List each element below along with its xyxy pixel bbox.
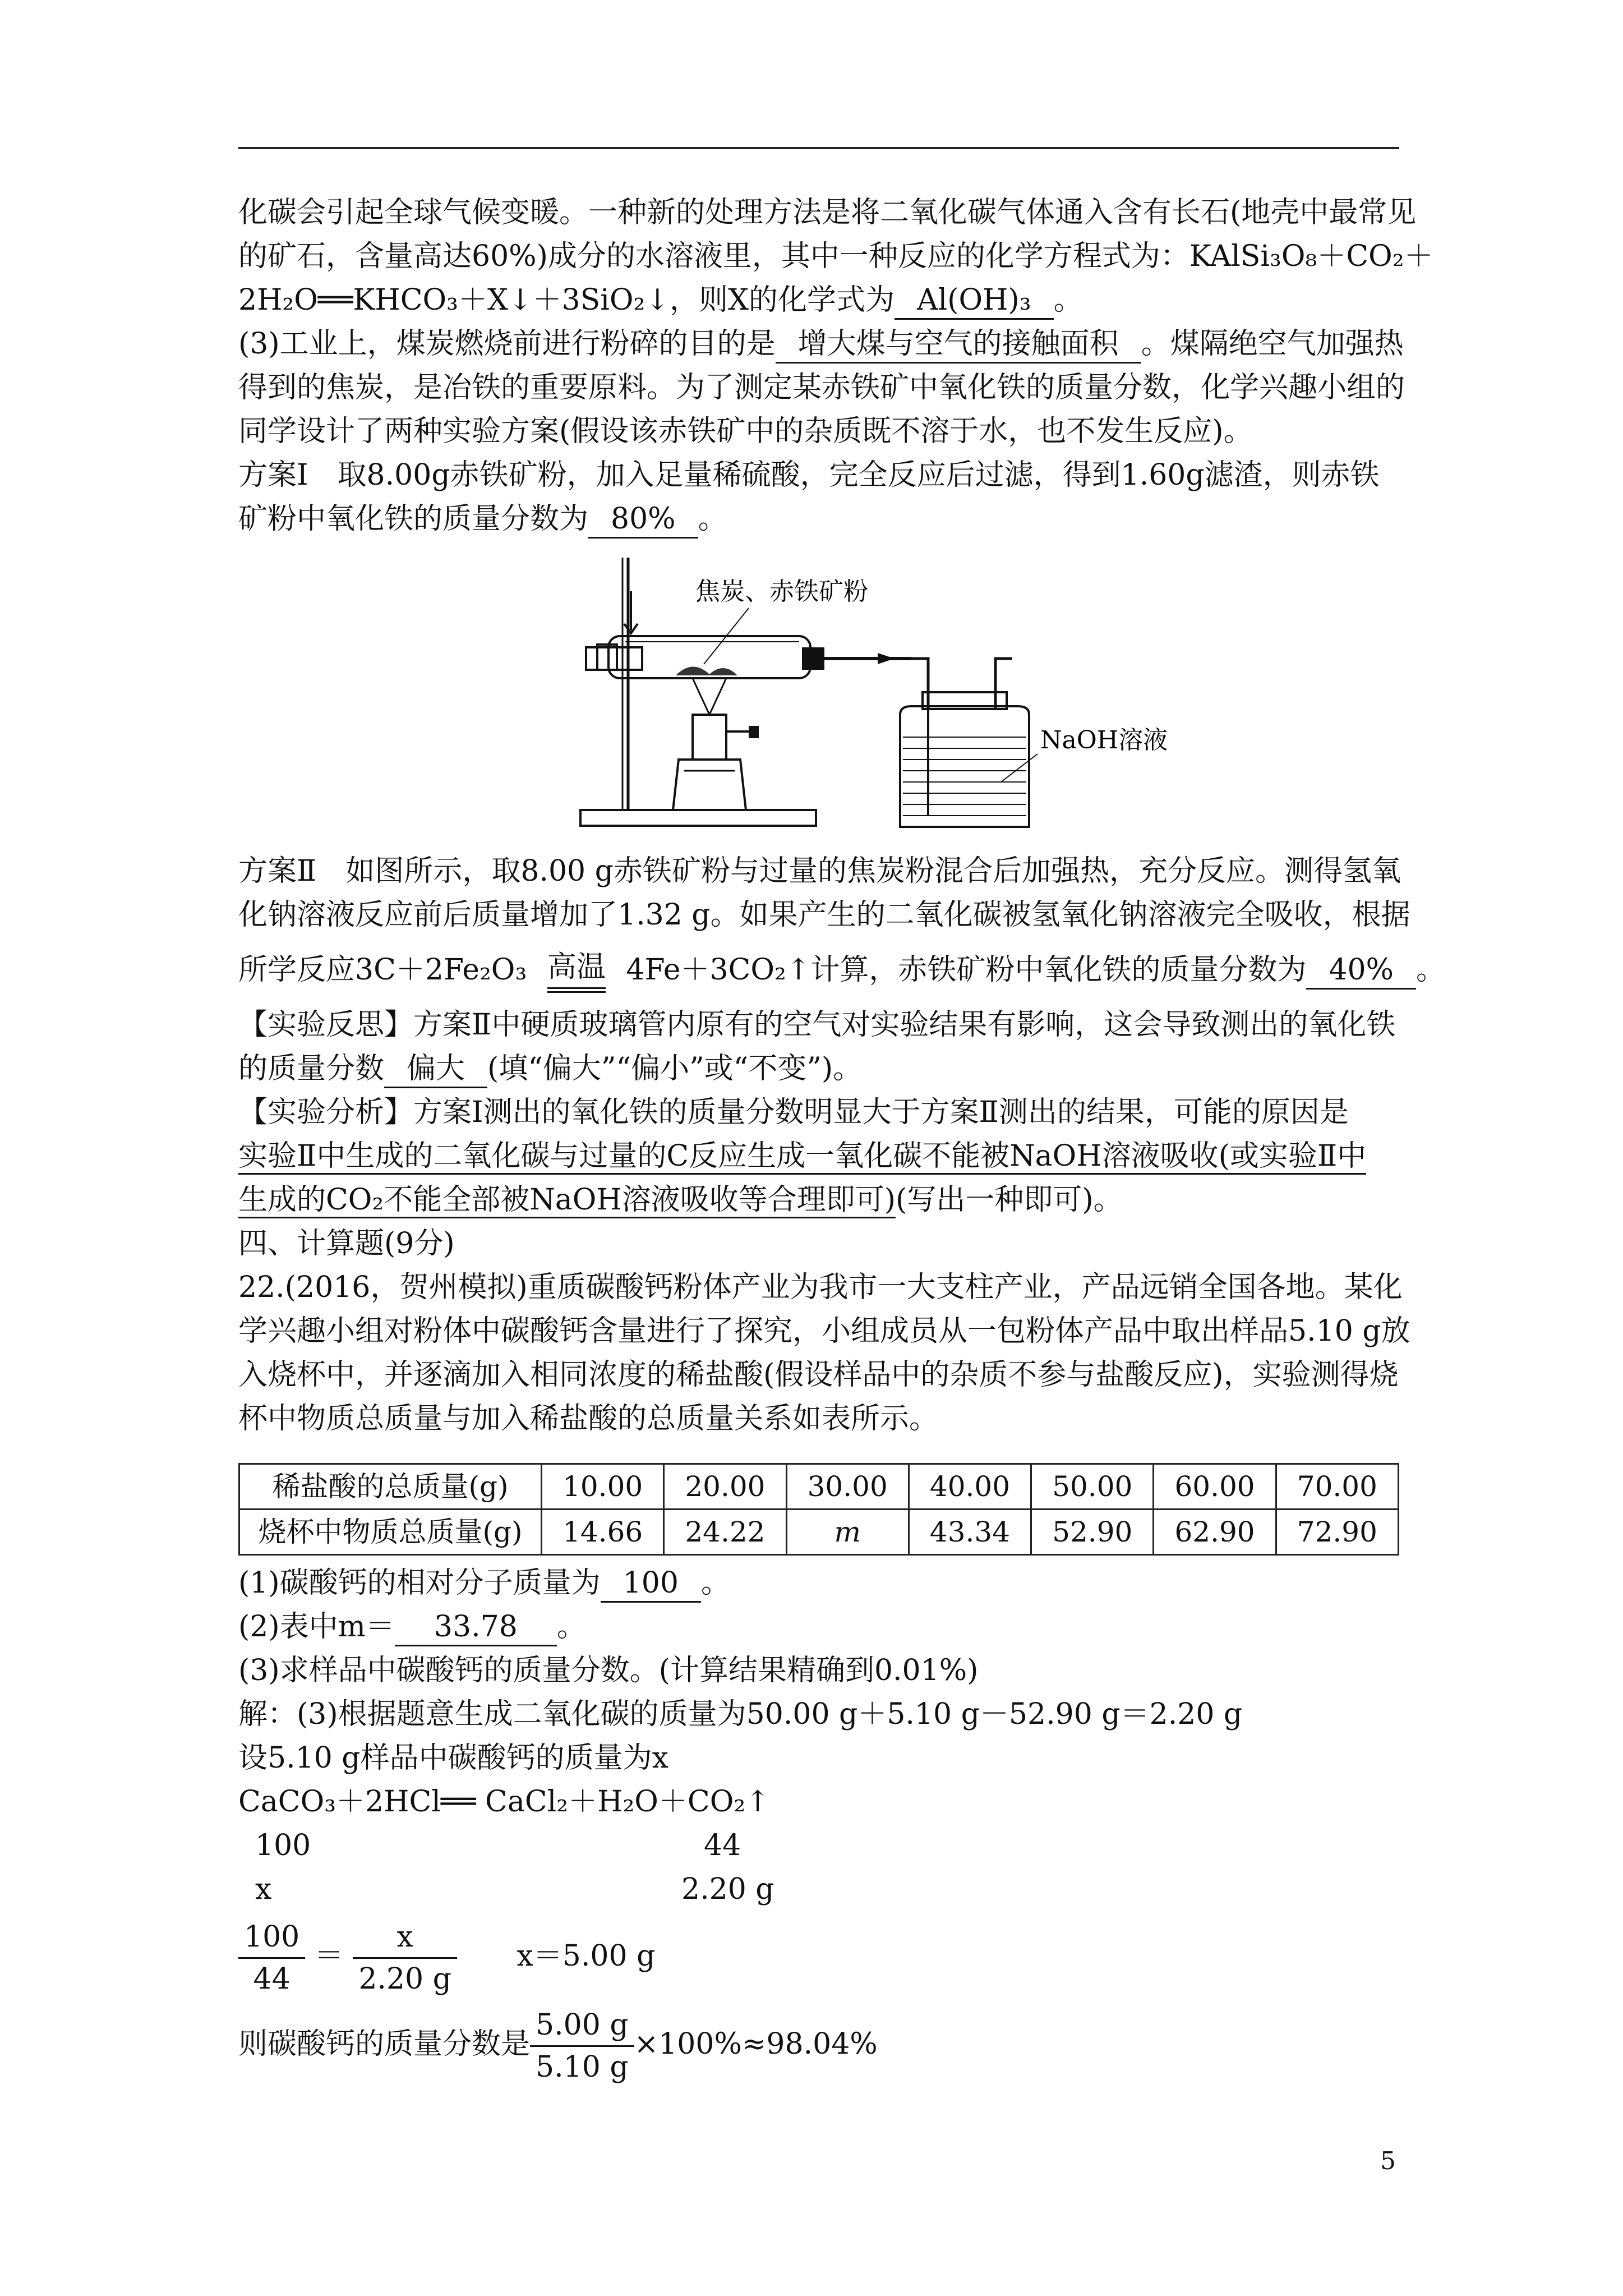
answer-long: 生成的CO₂不能全部被NaOH溶液吸收等合理即可)	[238, 1183, 896, 1218]
table-cell: 10.00	[542, 1464, 664, 1509]
text-line	[238, 1047, 1399, 1091]
table-cell: 43.34	[909, 1509, 1031, 1554]
outlet-tube	[995, 659, 1012, 709]
table-cell: m	[786, 1509, 909, 1554]
text-line: 22.(2016，贺州模拟)重质碳酸钙粉体产业为我市一大支柱产业，产品远销全国各地。某化	[238, 1270, 1403, 1304]
text-line: 化钠溶液反应前后质量增加了1.32 g。如果产生的二氧化碳被氢氧化钠溶液完全吸收，根据	[238, 898, 1410, 932]
condition-label: 高温	[547, 950, 606, 984]
table-cell: 52.90	[1031, 1509, 1154, 1554]
flame	[693, 678, 726, 715]
text-line: CaCO₃＋2HCl══ CaCl₂＋H₂O＋CO₂↑	[238, 1784, 770, 1819]
clamp	[586, 647, 642, 670]
text-line: 学兴趣小组对粉体中碳酸钙含量进行了探究，小组成员从一包粉体产品中取出样品5.10 g放	[238, 1314, 1410, 1348]
text-line: 入烧杯中，并逐滴加入相同浓度的稀盐酸(假设样品中的杂质不参与盐酸反应)，实验测得烧	[238, 1358, 1399, 1392]
text-line: 方案Ⅱ 如图所示，取8.00 g赤铁矿粉与过量的焦炭粉混合后加强热，充分反应。测得氢氧	[238, 854, 1401, 888]
result-x: x＝5.00 g	[517, 1939, 656, 1973]
fraction	[530, 2005, 634, 2087]
text-span: (写出一种即可)。	[896, 1182, 1123, 1217]
burner-tube	[693, 715, 726, 760]
text-line	[238, 1605, 1399, 1649]
text-line: 得到的焦炭，是冶铁的重要原料。为了测定某赤铁矿中氧化铁的质量分数，化学兴趣小组的	[238, 371, 1405, 404]
text-span: 。	[1415, 953, 1445, 987]
text-span: 2.20 g	[681, 1872, 774, 1906]
text-line: 同学设计了两种实验方案(假设该赤铁矿中的杂质既不溶于水，也不发生反应)。	[238, 415, 1253, 448]
document-body	[238, 191, 1445, 2087]
text-line: 解：(3)根据题意生成二氧化碳的质量为50.00 g＋5.10 g－52.90 g＝2.20 g	[238, 1697, 1243, 1731]
text-span: 则碳酸钙的质量分数是	[238, 2027, 531, 2061]
powder-sample	[676, 666, 737, 675]
text-line	[238, 1824, 1399, 1867]
apparatus-figure	[238, 546, 1399, 838]
text-line: 的矿石，含量高达60%)成分的水溶液里，其中一种反应的化学方程式为：KAlSi₃O₈＋CO₂＋	[238, 240, 1433, 273]
fraction-numerator: 5.00 g	[536, 2008, 629, 2042]
table-cell: 40.00	[909, 1464, 1031, 1509]
text-line	[238, 322, 1404, 366]
answer-blank: Al(OH)₃	[895, 282, 1054, 320]
table-row	[239, 1464, 1399, 1509]
page-number: 5	[1380, 2147, 1396, 2175]
text-span: 矿粉中氧化铁的质量分数为	[238, 502, 589, 536]
text-span: 。	[1053, 283, 1083, 317]
fraction-numerator: x	[396, 1920, 413, 1954]
text-line	[238, 497, 1399, 541]
table-cell: 30.00	[786, 1464, 909, 1509]
text-span: (1)碳酸钙的相对分子质量为	[238, 1566, 601, 1600]
table-cell: 62.90	[1154, 1509, 1276, 1554]
table-cell: 60.00	[1154, 1464, 1276, 1509]
apparatus-diagram	[564, 546, 1168, 838]
table-cell: 14.66	[542, 1509, 664, 1554]
section-heading: 四、计算题(9分)	[238, 1226, 455, 1260]
text-span: 。煤隔绝空气加强热	[1141, 327, 1404, 361]
tube-joint	[878, 653, 895, 664]
text-span: 4Fe＋3CO₂↑计算，赤铁矿粉中氧化铁的质量分数为	[626, 953, 1307, 987]
text-span: 。	[700, 1566, 730, 1600]
text-line	[238, 278, 1399, 322]
text-span: 的质量分数	[238, 1051, 385, 1085]
text-line: (3)求样品中碳酸钙的质量分数。(计算结果精确到0.01%)	[238, 1653, 979, 1687]
arrow-icon	[624, 591, 638, 633]
equals-sign: ＝	[314, 1939, 344, 1973]
table-row	[239, 1509, 1399, 1554]
label-naoh: NaOH溶液	[1040, 726, 1168, 754]
table-cell: 70.00	[1276, 1464, 1398, 1509]
valve-knob	[749, 726, 759, 738]
text-span: 。	[698, 502, 727, 536]
fraction	[238, 1917, 305, 1999]
wash-bottle	[900, 706, 1029, 827]
text-line	[238, 1178, 1399, 1222]
text-line	[238, 948, 1445, 995]
text-line: 方案Ⅰ 取8.00g赤铁矿粉，加入足量稀硫酸，完全反应后过滤，得到1.60g滤渣，则赤铁	[238, 458, 1380, 492]
answer-blank: 33.78	[395, 1609, 557, 1646]
answer-blank: 100	[601, 1565, 701, 1603]
fraction-denominator: 2.20 g	[358, 1962, 451, 1996]
answer-long: 实验Ⅱ中生成的二氧化碳与过量的C反应生成一氧化碳不能被NaOH溶液吸收(或实验Ⅱ中	[238, 1139, 1366, 1175]
answer-blank: 40%	[1306, 952, 1416, 990]
text-span: ×100%≈98.04%	[634, 2027, 878, 2061]
table-cell: 72.90	[1276, 1509, 1398, 1554]
fraction	[353, 1917, 457, 1999]
fraction-denominator: 44	[253, 1962, 291, 1996]
result-line	[238, 2005, 1399, 2087]
equal-bar	[547, 991, 606, 993]
table-header-cell: 稀盐酸的总质量(g)	[239, 1464, 542, 1509]
answer-blank: 增大煤与空气的接触面积	[776, 326, 1141, 364]
text-span: 所学反应3C＋2Fe₂O₃	[238, 953, 527, 987]
answer-blank: 偏大	[384, 1051, 487, 1088]
fraction-denominator: 5.10 g	[536, 2050, 629, 2084]
text-line: 设5.10 g样品中碳酸钙的质量为x	[238, 1741, 668, 1775]
text-span: 44	[704, 1828, 741, 1862]
answer-blank: 80%	[588, 501, 698, 539]
text-span: 。	[556, 1609, 586, 1644]
proportion-line	[238, 1917, 1399, 1999]
data-table	[238, 1463, 1399, 1556]
text-line	[238, 1134, 1399, 1178]
table-cell: 24.22	[664, 1509, 786, 1554]
text-span: 100	[255, 1828, 311, 1862]
text-span: (3)工业上，煤炭燃烧前进行粉碎的目的是	[238, 327, 776, 361]
table-header-cell: 烧杯中物质总质量(g)	[239, 1509, 542, 1554]
inlet-tube	[911, 659, 928, 709]
text-line: 化碳会引起全球气候变暖。一种新的处理方法是将二氧化碳气体通入含有长石(地壳中最常见	[238, 196, 1417, 229]
text-line	[238, 1561, 1399, 1605]
fraction-numerator: 100	[244, 1920, 300, 1954]
text-line: 杯中物质总质量与加入稀盐酸的总质量关系如表所示。	[238, 1401, 939, 1435]
header-rule	[238, 147, 1399, 149]
text-line	[238, 1867, 1399, 1911]
text-span: 2H₂O══KHCO₃＋X↓＋3SiO₂↓，则X的化学式为	[238, 283, 895, 317]
text-span: (2)表中m＝	[238, 1609, 395, 1644]
text-span: x	[255, 1872, 272, 1906]
equal-bar	[547, 987, 606, 989]
table-cell: 50.00	[1031, 1464, 1154, 1509]
text-line: 【实验反思】方案Ⅱ中硬质玻璃管内原有的空气对实验结果有影响，这会导致测出的氧化铁	[238, 1007, 1396, 1042]
text-line: 【实验分析】方案Ⅰ测出的氧化铁的质量分数明显大于方案Ⅱ测出的结果，可能的原因是	[238, 1095, 1349, 1129]
leader-line	[1001, 754, 1038, 782]
burner-base	[673, 760, 746, 810]
text-span: (填“偏大”“偏小”或“不变”)。	[487, 1051, 863, 1085]
right-stopper	[802, 647, 824, 670]
table-cell: 20.00	[664, 1464, 786, 1509]
stand-base	[580, 810, 816, 826]
reaction-condition	[547, 949, 606, 995]
label-coke: 焦炭、赤铁矿粉	[695, 577, 868, 606]
